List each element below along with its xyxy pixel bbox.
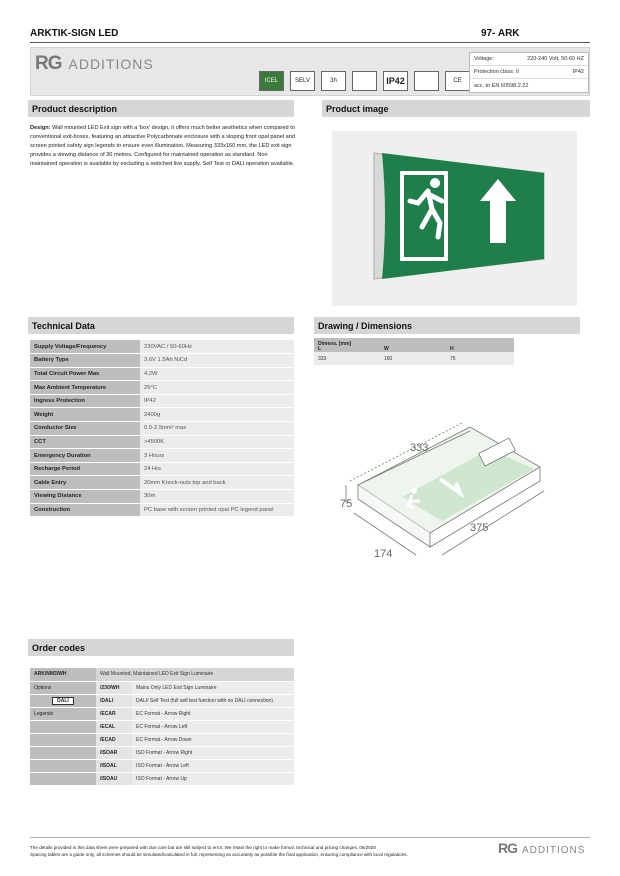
tech-key: Total Circuit Power Max [30,367,140,381]
order-code: /ECAL [96,720,132,733]
tech-key: Supply Voltage/Frequency [30,340,140,354]
dims-col-l [314,338,380,352]
spec-standard [470,79,588,92]
tech-key: Emergency Duration [30,449,140,463]
tech-value: >4500K [140,435,294,449]
spec-protection [470,66,588,79]
description-heading: Product description [28,100,294,117]
exit-sign-image [332,131,577,306]
tech-key: Cable Entry [30,476,140,490]
order-row [30,707,294,720]
description-lead: Design: [30,125,51,131]
header-rule [30,42,590,43]
tech-row [30,503,294,517]
tech-value: 3 Hours [140,449,294,463]
order-code: /ECAD [96,733,132,746]
product-code: 97- ARK [481,28,520,39]
description-text [30,124,296,169]
tech-row [30,381,294,395]
tech-row [30,490,294,504]
order-row [30,760,294,773]
order-code: /DALI [96,694,132,707]
order-description: EC Format - Arrow Right [132,707,294,720]
tech-row [30,367,294,381]
technical-heading: Technical Data [28,317,294,334]
voltage-value: 220-240 Volt, 50-60 HZ [527,56,584,62]
spec-box [469,52,589,93]
fixture-icon [352,71,377,91]
dims-value-h: 75 [446,352,514,365]
footer-line-2: Spacing tables are a guide only, all schemes should be simulated/calculated in full, representing as accurately as possible the final application, ensuring compliance with local regulations. [30,852,408,857]
protection-value: IP42 [572,69,584,75]
cert-icons [259,71,470,91]
order-table [30,668,294,786]
order-row [30,668,294,681]
standard-text: acc. to EN 60598.2.22 [474,82,529,89]
order-code: /ISOAR [96,747,132,760]
dims-col-l-label: L [318,346,322,352]
order-description: ISO Format - Arrow Up [132,773,294,786]
order-category [30,694,96,707]
dim-label-side: 75 [340,498,353,510]
footer-text [30,844,500,858]
brand-logo [35,53,154,75]
image-heading: Product image [322,100,590,117]
footer-logo [498,840,585,856]
tech-value: 24 Hrs [140,462,294,476]
order-category [30,773,96,786]
tech-key: Construction [30,503,140,517]
led-bulb-icon: 3h [321,71,346,91]
tech-key: Conductor Size [30,422,140,436]
order-code: /ISOAU [96,773,132,786]
dim-label-top: 333 [410,442,429,454]
footer-rule [30,837,590,838]
voltage-label: Voltage: [474,56,494,62]
tech-row [30,340,294,354]
tech-row [30,354,294,368]
tech-value: 25°C [140,381,294,395]
order-description: DALI/ Self Test (full self test function with no DALI connection) [132,694,294,707]
order-description: EC Format - Arrow Down [132,733,294,746]
product-image [332,131,577,306]
tech-value: 2400g [140,408,294,422]
order-heading: Order codes [28,639,294,656]
order-category [30,760,96,773]
protection-label: Protection class: II [474,69,519,75]
dims-value-w: 160 [380,352,446,365]
drawing-heading: Drawing / Dimensions [314,317,580,334]
footer-brand-additions: ADDITIONS [522,845,586,856]
tech-key: Ingress Protection [30,394,140,408]
order-row [30,773,294,786]
tech-value: 0.5-2.5mm² max [140,422,294,436]
order-description: ISO Format - Arrow Right [132,747,294,760]
order-row [30,720,294,733]
tech-value: PC base with screen printed opal PC legend panel [140,503,294,517]
tech-row [30,422,294,436]
tech-key: Weight [30,408,140,422]
order-category [30,720,96,733]
order-row [30,694,294,707]
footer-line-1: The details provided in this data sheet were prepared with due care but are still subject to error. We retain the right to make formal, technical and pricing changes. 06/2020 [30,845,376,850]
order-row [30,681,294,694]
green-cert-icon: ICEL [259,71,284,91]
dimension-drawing [330,405,550,580]
tech-value: 4.2W [140,367,294,381]
dim-label-depth: 174 [374,548,393,560]
product-name: ARKTIK-SIGN LED [30,28,119,39]
dimensions-table [314,338,514,365]
brand-additions: ADDITIONS [68,56,154,72]
order-category [30,747,96,760]
tech-value: 3.6V 1.5Ah NiCd [140,354,294,368]
footer-brand-rg: RG [498,840,517,856]
dims-title: Dimens. [mm] [318,341,352,347]
dims-header-row [314,338,514,352]
order-code: /ECAR [96,707,132,720]
dims-value-l: 333 [314,352,380,365]
technical-table [30,340,294,517]
tech-key: Max Ambient Temperature [30,381,140,395]
tech-row [30,408,294,422]
ce-icon: CE [445,71,470,91]
order-row [30,747,294,760]
order-category [30,733,96,746]
dims-value-row [314,352,514,365]
dim-label-bottom: 375 [470,522,489,534]
description-body: Wall mounted LED Exit sign with a 'box' design, it offers much better aesthetics when compared to conventional exit-boxes, featuring an attractive Polycarbonate enclosure with a sloping front opal panel and screen printed safety sign legends to ensure even illumination. Measuring 333x160 mm, the LED exit sign provides a viewing distance of 30 metres. Configured for maintained operation as standard. Non maintained operation is available by excluding a switched live supply. Self Test or DALI operation available. [30,125,295,168]
tech-key: CCT [30,435,140,449]
order-description: Wall Mounted, Maintained LED Exit Sign Luminaire [96,668,294,681]
order-description: ISO Format - Arrow Left [132,760,294,773]
order-row [30,733,294,746]
order-description: EC Format - Arrow Left [132,720,294,733]
order-code: /230/WH [96,681,132,694]
order-category: Legends [30,707,96,720]
tech-value: 20mm Knock-outs top and back [140,476,294,490]
spec-voltage [470,53,588,66]
tech-value: IP42 [140,394,294,408]
dims-col-h: H [446,338,514,352]
tech-value: 230VAC / 50-60Hz [140,340,294,354]
order-category: Options [30,681,96,694]
tech-row [30,435,294,449]
dali-logo-icon: DALI [52,697,74,705]
tech-key: Recharge Period [30,462,140,476]
ip42-icon: IP42 [383,71,408,91]
order-code: /ISOAL [96,760,132,773]
order-category: ARK/NM3/WH [30,668,96,681]
selv-icon: SELV [290,71,315,91]
brand-rg: RG [35,53,62,74]
tech-row [30,449,294,463]
tech-key: Viewing Distance [30,490,140,504]
tech-key: Battery Type [30,354,140,368]
tech-row [30,394,294,408]
dims-col-w: W [380,338,446,352]
tech-row [30,462,294,476]
class-icon [414,71,439,91]
tech-value: 30m [140,490,294,504]
tech-row [30,476,294,490]
order-description: Mains Only LED Exit Sign Luminaire [132,681,294,694]
